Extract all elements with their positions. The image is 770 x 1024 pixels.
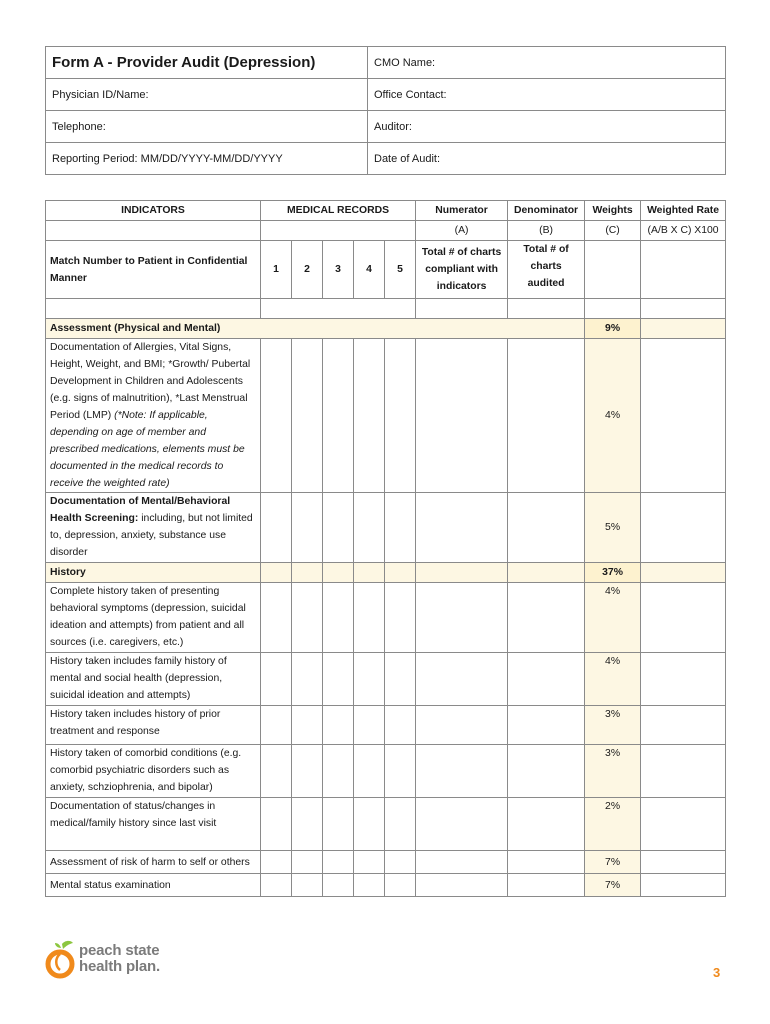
record-cell[interactable] bbox=[385, 798, 416, 851]
numerator-header: Numerator bbox=[416, 201, 508, 221]
denominator-cell[interactable] bbox=[508, 874, 585, 897]
record-cell[interactable] bbox=[354, 874, 385, 897]
record-cell[interactable] bbox=[385, 583, 416, 653]
numerator-cell[interactable] bbox=[416, 706, 508, 745]
table-row bbox=[46, 851, 726, 874]
denominator-cell[interactable] bbox=[508, 706, 585, 745]
record-cell[interactable] bbox=[292, 339, 323, 493]
record-number: 3 bbox=[323, 241, 354, 299]
numerator-cell[interactable] bbox=[416, 339, 508, 493]
weight-cell: 2% bbox=[585, 798, 641, 851]
weight-cell: 5% bbox=[585, 493, 641, 563]
record-number: 5 bbox=[385, 241, 416, 299]
indicator-text: Assessment of risk of harm to self or others bbox=[46, 851, 261, 874]
table-row bbox=[46, 339, 726, 493]
record-cell[interactable] bbox=[354, 851, 385, 874]
section-row-assessment bbox=[46, 319, 726, 339]
record-number: 4 bbox=[354, 241, 385, 299]
weight-cell: 4% bbox=[585, 653, 641, 706]
record-cell[interactable] bbox=[385, 851, 416, 874]
record-cell[interactable] bbox=[292, 653, 323, 706]
record-cell[interactable] bbox=[261, 745, 292, 798]
audit-info-table bbox=[45, 46, 726, 175]
denominator-cell[interactable] bbox=[508, 798, 585, 851]
denominator-cell[interactable] bbox=[508, 339, 585, 493]
weighted-rate-cell[interactable] bbox=[641, 563, 726, 583]
numerator-cell[interactable] bbox=[416, 583, 508, 653]
weighted-rate-cell[interactable] bbox=[641, 653, 726, 706]
numerator-cell[interactable] bbox=[416, 653, 508, 706]
numerator-cell[interactable] bbox=[416, 493, 508, 563]
weight-cell: 4% bbox=[585, 339, 641, 493]
weighted-rate-cell[interactable] bbox=[641, 583, 726, 653]
record-cell[interactable] bbox=[292, 851, 323, 874]
record-number: 1 bbox=[261, 241, 292, 299]
record-cell[interactable] bbox=[292, 583, 323, 653]
record-cell[interactable] bbox=[323, 851, 354, 874]
numerator-cell[interactable] bbox=[416, 798, 508, 851]
peach-icon bbox=[45, 940, 79, 980]
record-cell[interactable] bbox=[261, 874, 292, 897]
indicator-text: Documentation of status/changes in medical/family history since last visit bbox=[46, 798, 261, 851]
record-cell[interactable] bbox=[385, 339, 416, 493]
weighted-rate-cell[interactable] bbox=[641, 874, 726, 897]
physician-field[interactable]: Physician ID/Name: bbox=[46, 79, 368, 111]
table-row bbox=[46, 798, 726, 851]
record-cell[interactable] bbox=[261, 583, 292, 653]
record-cell[interactable] bbox=[385, 874, 416, 897]
weights-header: Weights bbox=[585, 201, 641, 221]
weighted-rate-header: Weighted Rate bbox=[641, 201, 726, 221]
weight-cell: 3% bbox=[585, 745, 641, 798]
denominator-cell[interactable] bbox=[508, 745, 585, 798]
record-cell[interactable] bbox=[323, 339, 354, 493]
record-cell[interactable] bbox=[292, 706, 323, 745]
record-cell[interactable] bbox=[323, 745, 354, 798]
record-cell[interactable] bbox=[323, 874, 354, 897]
indicator-text: Mental status examination bbox=[46, 874, 261, 897]
record-cell[interactable] bbox=[261, 653, 292, 706]
indicator-text: History taken includes history of prior treatment and response bbox=[46, 706, 261, 745]
record-cell[interactable] bbox=[261, 339, 292, 493]
weighted-rate-cell[interactable] bbox=[641, 339, 726, 493]
section-weight: 9% bbox=[585, 319, 641, 339]
numerator-description: Total # of charts compliant with indicators bbox=[416, 241, 508, 299]
weight-cell: 7% bbox=[585, 874, 641, 897]
record-cell[interactable] bbox=[354, 493, 385, 563]
weighted-rate-cell[interactable] bbox=[641, 319, 726, 339]
medical-records-header: MEDICAL RECORDS bbox=[261, 201, 416, 221]
weighted-rate-sub: (A/B X C) X100 bbox=[641, 221, 726, 241]
record-cell[interactable] bbox=[292, 874, 323, 897]
auditor-field[interactable]: Auditor: bbox=[368, 111, 726, 143]
section-weight: 37% bbox=[585, 563, 641, 583]
record-cell[interactable] bbox=[261, 851, 292, 874]
record-cell[interactable] bbox=[292, 745, 323, 798]
record-cell[interactable] bbox=[323, 583, 354, 653]
record-cell[interactable] bbox=[323, 653, 354, 706]
record-cell[interactable] bbox=[261, 798, 292, 851]
section-title: History bbox=[46, 563, 261, 583]
denominator-sub: (B) bbox=[508, 221, 585, 241]
weighted-rate-cell[interactable] bbox=[641, 706, 726, 745]
weighted-rate-cell[interactable] bbox=[641, 851, 726, 874]
record-cell[interactable] bbox=[354, 653, 385, 706]
denominator-cell[interactable] bbox=[508, 851, 585, 874]
record-cell[interactable] bbox=[385, 745, 416, 798]
record-cell[interactable] bbox=[323, 798, 354, 851]
weighted-rate-cell[interactable] bbox=[641, 798, 726, 851]
denominator-cell[interactable] bbox=[508, 493, 585, 563]
weights-sub: (C) bbox=[585, 221, 641, 241]
indicator-text: Documentation of Allergies, Vital Signs, Height, Weight, and BMI; *Growth/ Pubertal Development in Children and Adolescents (e.g. signs of malnutrition), *Last Menstrual Period (LMP) (*Note: If applicable, depending on age of member and prescribed medications, elements must be documented in the medical records to receive the weighted rate) bbox=[46, 339, 261, 493]
record-cell[interactable] bbox=[385, 493, 416, 563]
record-cell[interactable] bbox=[354, 706, 385, 745]
table-row bbox=[46, 745, 726, 798]
table-row bbox=[46, 583, 726, 653]
record-cell[interactable] bbox=[261, 493, 292, 563]
section-title: Assessment (Physical and Mental) bbox=[46, 319, 585, 339]
table-row bbox=[46, 706, 726, 745]
record-cell[interactable] bbox=[385, 653, 416, 706]
form-title: Form A - Provider Audit (Depression) bbox=[46, 47, 368, 79]
office-contact-field[interactable]: Office Contact: bbox=[368, 79, 726, 111]
record-cell[interactable] bbox=[292, 493, 323, 563]
page-number: 3 bbox=[713, 965, 721, 980]
indicators-header: INDICATORS bbox=[46, 201, 261, 221]
record-cell[interactable] bbox=[354, 798, 385, 851]
logo-wordmark: peach state health plan. bbox=[79, 942, 160, 975]
record-cell[interactable] bbox=[292, 798, 323, 851]
numerator-cell[interactable] bbox=[416, 745, 508, 798]
record-cell[interactable] bbox=[354, 745, 385, 798]
record-number: 2 bbox=[292, 241, 323, 299]
table-row bbox=[46, 493, 726, 563]
weight-cell: 3% bbox=[585, 706, 641, 745]
denominator-cell[interactable] bbox=[508, 653, 585, 706]
cmo-name-field[interactable]: CMO Name: bbox=[368, 47, 726, 79]
audit-table bbox=[45, 200, 726, 897]
date-of-audit-field[interactable]: Date of Audit: bbox=[368, 143, 726, 175]
table-row bbox=[46, 653, 726, 706]
section-row-history bbox=[46, 563, 726, 583]
numerator-sub: (A) bbox=[416, 221, 508, 241]
match-number-label: Match Number to Patient in Confidential Manner bbox=[46, 241, 261, 299]
indicator-note: (*Note: If applicable, depending on age of member and prescribed medications, elements must be documented in the medical records to receive the weighted rate) bbox=[50, 410, 245, 489]
peach-state-logo bbox=[45, 940, 185, 980]
table-row bbox=[46, 874, 726, 897]
numerator-cell[interactable] bbox=[416, 851, 508, 874]
denominator-description: Total # of charts audited bbox=[508, 241, 585, 299]
telephone-field[interactable]: Telephone: bbox=[46, 111, 368, 143]
record-cell[interactable] bbox=[354, 339, 385, 493]
weighted-rate-cell[interactable] bbox=[641, 493, 726, 563]
record-cell[interactable] bbox=[385, 706, 416, 745]
reporting-period-field[interactable]: Reporting Period: MM/DD/YYYY-MM/DD/YYYY bbox=[46, 143, 368, 175]
record-cell[interactable] bbox=[323, 706, 354, 745]
record-cell[interactable] bbox=[323, 493, 354, 563]
indicator-text: Complete history taken of presenting behavioral symptoms (depression, suicidal ideation and attempts) from patient and all sources (i.e. caregivers, etc.) bbox=[46, 583, 261, 653]
record-cell[interactable] bbox=[354, 583, 385, 653]
indicator-text: History taken of comorbid conditions (e.g. comorbid psychiatric disorders such as anxiety, schziophrenia, and bipolar) bbox=[46, 745, 261, 798]
record-cell[interactable] bbox=[261, 706, 292, 745]
denominator-cell[interactable] bbox=[508, 583, 585, 653]
numerator-cell[interactable] bbox=[416, 874, 508, 897]
weight-cell: 7% bbox=[585, 851, 641, 874]
indicator-text: History taken includes family history of mental and social health (depression, suicidal ideation and attempts) bbox=[46, 653, 261, 706]
denominator-header: Denominator bbox=[508, 201, 585, 221]
indicator-text: Documentation of Mental/Behavioral Health Screening: including, but not limited to, depression, anxiety, substance use disorder bbox=[46, 493, 261, 563]
weighted-rate-cell[interactable] bbox=[641, 745, 726, 798]
weight-cell: 4% bbox=[585, 583, 641, 653]
